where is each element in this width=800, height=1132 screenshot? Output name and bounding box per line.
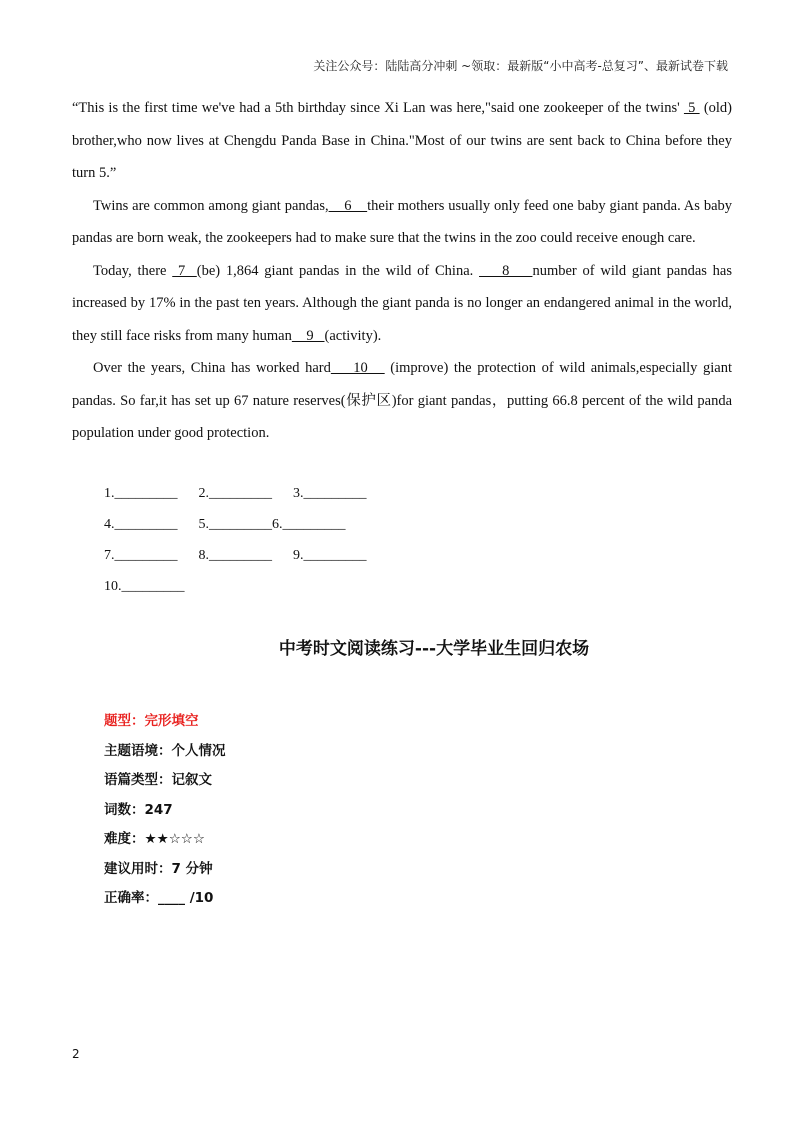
text-genre: 语篇类型：记叙文 xyxy=(104,772,212,788)
paragraph-3: Today, there 7 (be) 1,864 giant pandas in the wild of China. 8 number of wild giant pandas has increased by 17% in the past ten years. Although the giant panda is no longer an endangered animal in the world, they still face risks from many human 9 (activity). xyxy=(72,262,733,344)
answer-row: 7._________ 8._________ 9._________ xyxy=(104,548,367,563)
paragraph-2: Twins are common among giant pandas, 6 their mothers usually only feed one baby giant panda. As baby pandas are born weak, the zookeepers had to make sure that the twins in the zoo could receive enough care. xyxy=(72,197,733,246)
blank-6: 6 xyxy=(328,197,368,214)
blank-9: 9 xyxy=(291,327,325,344)
page-header: 关注公众号：陆陆高分冲刺 ~领取：最新版“小中高考-总复习”、最新试卷下载 xyxy=(313,59,728,73)
question-type: 题型：完形填空 xyxy=(104,713,199,729)
theme-context: 主题语境：个人情况 xyxy=(104,742,226,759)
blank-8: 8 xyxy=(479,262,533,279)
answer-row: 4._________ 5._________6._________ xyxy=(104,517,346,532)
accuracy-score: 正确率：____ /10 xyxy=(104,890,214,906)
answer-row: 1._________ 2._________ 3._________ xyxy=(104,486,367,501)
suggested-time: 建议用时：7 分钟 xyxy=(104,860,213,877)
difficulty-rating: 难度：★★☆☆☆ xyxy=(104,831,206,847)
word-count: 词数：247 xyxy=(104,801,173,818)
answer-row: 10._________ xyxy=(104,579,185,594)
paragraph-1: “This is the first time we've had a 5th birthday since Xi Lan was here,"said one zookeeper of the twins' 5 (old) brother,who now lives at Chengdu Panda Base in China."Most of our twins are sent back to China before they turn 5.” xyxy=(72,100,733,181)
exercise-info xyxy=(104,707,226,914)
passage xyxy=(72,92,732,450)
blank-10: 10 xyxy=(330,360,385,376)
paragraph-4: Over the years, China has worked hard 10 (improve) the protection of wild animals,especially giant pandas. So far,it has set up 67 nature reserves(保护区)for giant pandas，putting 66.8 percent of the wild panda population under good protection. xyxy=(72,360,733,441)
page-number: 2 xyxy=(72,1047,80,1061)
answer-blanks xyxy=(104,478,367,602)
blank-7: 7 xyxy=(172,262,197,279)
section-title: 中考时文阅读练习---大学毕业生回归农场 xyxy=(278,639,590,659)
blank-5: 5 xyxy=(683,100,700,116)
